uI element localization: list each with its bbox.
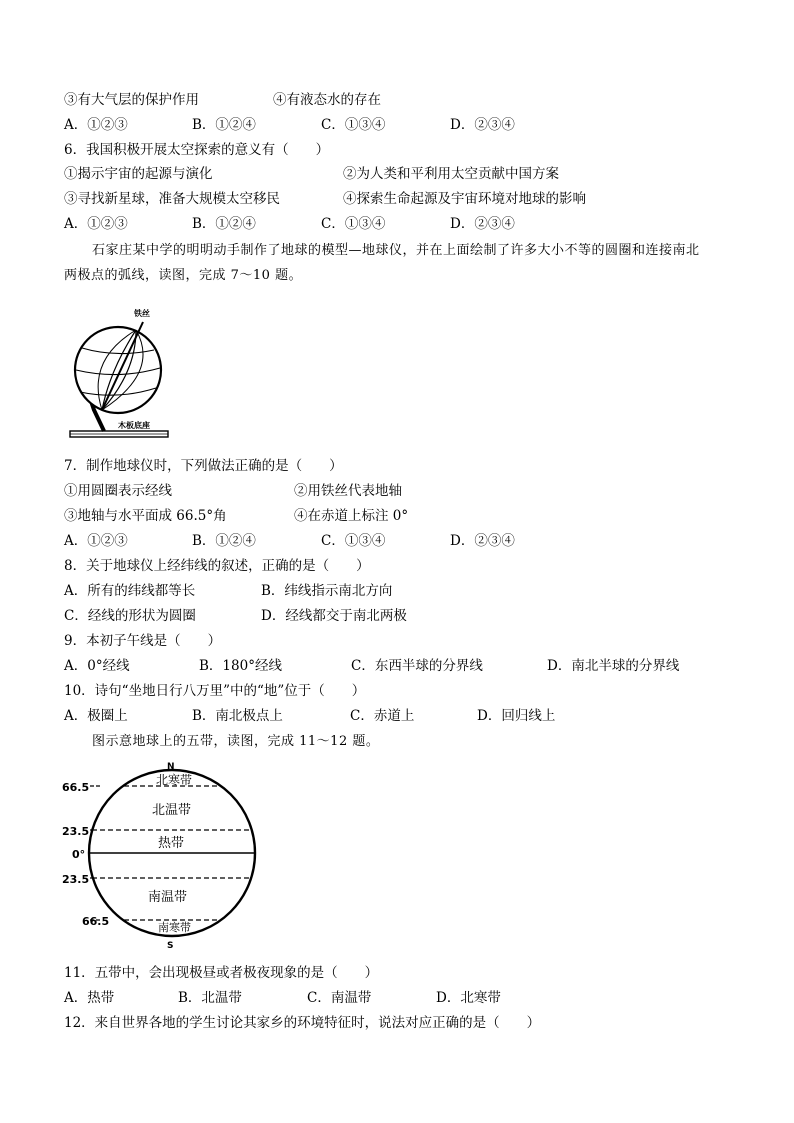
q5-option-4: ④有液态水的存在 xyxy=(273,92,381,108)
q7-answer-d: D．②③④ xyxy=(450,533,515,549)
q10-answer-d: D．回归线上 xyxy=(477,708,556,724)
label-north: N xyxy=(167,762,175,772)
q6-answer-a: A．①②③ xyxy=(64,216,128,232)
q11-answer-c: C．南温带 xyxy=(307,990,372,1006)
q9-answer-c: C．东西半球的分界线 xyxy=(351,658,483,674)
q10-answer-a: A．极圈上 xyxy=(64,708,128,724)
q7-option-3: ③地轴与水平面成 66.5°角 xyxy=(64,508,227,524)
zone-south-frigid: 南寒带 xyxy=(158,921,191,934)
q5-answer-b: B．①②④ xyxy=(192,117,256,133)
q7-stem: 7．制作地球仪时，下列做法正确的是（ ） xyxy=(64,458,343,474)
q8-stem: 8．关于地球仪上经纬线的叙述，正确的是（ ） xyxy=(64,558,370,574)
globe-model-drawing xyxy=(66,300,196,445)
q6-stem: 6．我国积极开展太空探索的意义有（ ） xyxy=(64,142,330,158)
q5-answer-c: C．①③④ xyxy=(321,117,386,133)
q6-option-4: ④探索生命起源及宇宙环境对地球的影响 xyxy=(343,191,586,207)
q6-option-1: ①揭示宇宙的起源与演化 xyxy=(64,166,213,182)
label-wooden-base: 木板底座 xyxy=(118,421,150,430)
q6-option-2: ②为人类和平利用太空贡献中国方案 xyxy=(343,166,559,182)
q11-stem: 11．五带中，会出现极昼或者极夜现象的是（ ） xyxy=(64,965,379,981)
q11-answer-a: A．热带 xyxy=(64,990,115,1006)
label-iron-wire: 铁丝 xyxy=(134,309,150,318)
q7-answer-c: C．①③④ xyxy=(321,533,386,549)
intro-five-zones: 图示意地球上的五带，读图，完成 11～12 题。 xyxy=(92,734,380,749)
q9-answer-b: B．180°经线 xyxy=(199,658,282,674)
lat-label-23-5-south: 23.5 xyxy=(62,873,90,886)
q6-answer-d: D．②③④ xyxy=(450,216,515,232)
five-zones-drawing xyxy=(60,758,270,950)
lat-label-23-5-north: 23.5 xyxy=(62,825,90,838)
q10-answer-b: B．南北极点上 xyxy=(192,708,283,724)
lat-label-66-5-north: 66.5 xyxy=(62,781,90,794)
q11-answer-d: D．北寒带 xyxy=(436,990,501,1006)
q11-answer-b: B．北温带 xyxy=(178,990,242,1006)
q7-answer-a: A．①②③ xyxy=(64,533,128,549)
q8-option-d: D．经线都交于南北两极 xyxy=(261,608,407,624)
q8-option-c: C．经线的形状为圆圈 xyxy=(64,608,196,624)
q6-option-3: ③寻找新星球，准备大规模太空移民 xyxy=(64,191,280,207)
q12-stem: 12．来自世界各地的学生讨论其家乡的环境特征时，说法对应正确的是（ ） xyxy=(64,1015,541,1031)
zone-north-frigid: 北寒带 xyxy=(156,773,193,787)
five-zones-figure xyxy=(60,758,270,950)
q5-answer-a: A．①②③ xyxy=(64,117,128,133)
q7-option-2: ②用铁丝代表地轴 xyxy=(294,483,402,499)
q8-option-a: A．所有的纬线都等长 xyxy=(64,583,196,599)
q7-option-4: ④在赤道上标注 0° xyxy=(294,508,409,524)
q7-answer-b: B．①②④ xyxy=(192,533,256,549)
intro-paragraph-line-2: 两极点的弧线，读图，完成 7～10 题。 xyxy=(64,268,303,283)
globe-sphere xyxy=(75,327,161,413)
q10-stem: 10．诗句“坐地日行八万里”中的“地”位于（ ） xyxy=(64,683,366,699)
q10-answer-c: C．赤道上 xyxy=(350,708,415,724)
q9-answer-a: A．0°经线 xyxy=(64,658,130,674)
zone-north-temperate: 北温带 xyxy=(152,803,192,818)
lat-label-equator: 0° xyxy=(72,848,86,861)
lat-label-66-5-south: 66.5 xyxy=(82,915,110,928)
q9-answer-d: D．南北半球的分界线 xyxy=(547,658,680,674)
q5-option-3: ③有大气层的保护作用 xyxy=(64,92,199,108)
label-south: S xyxy=(167,941,174,950)
q6-answer-b: B．①②④ xyxy=(192,216,256,232)
q7-option-1: ①用圆圈表示经线 xyxy=(64,483,172,499)
q6-answer-c: C．①③④ xyxy=(321,216,386,232)
zone-south-temperate: 南温带 xyxy=(148,890,188,905)
q5-answer-d: D．②③④ xyxy=(450,117,515,133)
q9-stem: 9．本初子午线是（ ） xyxy=(64,633,222,649)
zone-tropical: 热带 xyxy=(158,836,185,851)
globe-model-figure xyxy=(66,300,196,445)
intro-paragraph-line-1: 石家庄某中学的明明动手制作了地球的模型—地球仪，并在上面绘制了许多大小不等的圆圈和连接南北 xyxy=(92,243,700,258)
q8-option-b: B．纬线指示南北方向 xyxy=(261,583,393,599)
